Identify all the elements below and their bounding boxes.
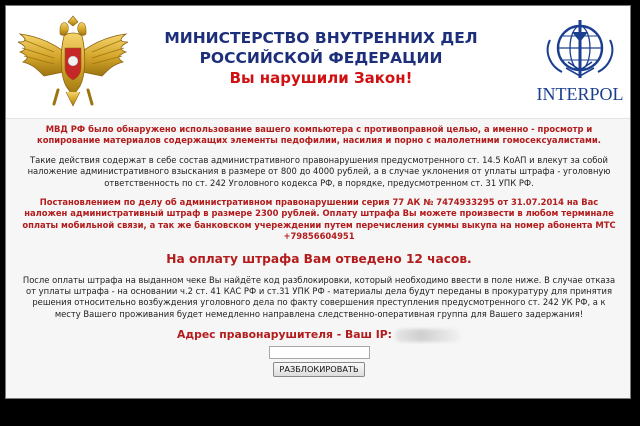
ip-address-redacted (395, 329, 461, 342)
interpol-label: INTERPOL (536, 84, 624, 104)
header-divider (6, 118, 630, 119)
ransom-window (5, 5, 631, 399)
title-block (156, 28, 486, 89)
ip-address-label: Адрес правонарушителя - Ваш IP: (177, 328, 392, 342)
fine-paragraph: Постановлением по делу об административном правонарушении серия 77 АК № 7474933295 от 31.07.2014 на Вас наложен административный штраф в размере 2300 рублей. Оплату штрафа Вы можете произвести в любом терминале оплаты мобильной связи, а так же банковском учереждении путем перечисления суммы выкупа на номер абонента МТС +79856604951 (22, 197, 616, 242)
instructions-paragraph: После оплаты штрафа на выданном чеке Вы найдёте код разблокировки, который необходимо ввести в поле ниже. В случае отказа от уплаты штрафа - на основании ч.2 ст. 41 КАС РФ и ст.31 УПК РФ - материалы дела будут переданы в прокуратуру для принятия решения относительно возбуждения уголовного дела по факту совершения преступления предусмотренного ст. 242 УК РФ, а к месту Вашего проживания будет немедленно направлена следственно-оперативная группа для Вашего задержания! (22, 274, 616, 319)
interpol-emblem-icon (534, 18, 626, 110)
legal-paragraph: Такие действия содержат в себе состав административного правонарушения предусмотренного ст. 14.5 КоАП и влекут за собой наложение административного взыскания в размере от 800 до 4000 рублей, а в случае уклонения от уплаты штрафа - уголовную ответственность по ст. 242 Уголовного кодекса РФ, в порядке, предусмотренном ст. 31 УПК РФ. (27, 154, 611, 188)
unlock-button[interactable]: РАЗБЛОКИРОВАТЬ (273, 362, 365, 377)
ministry-title-line2: РОССИЙСКОЙ ФЕДЕРАЦИИ (199, 49, 443, 67)
header (6, 6, 630, 118)
deadline-notice: На оплату штрафа Вам отведено 12 часов. (166, 251, 472, 266)
ministry-title-line1: МИНИСТЕРСТВО ВНУТРЕННИХ ДЕЛ (164, 29, 478, 47)
double-headed-eagle-emblem-icon (14, 12, 132, 110)
message-body (22, 124, 616, 377)
accusation-paragraph: МВД РФ было обнаружено использование вашего компьютера с противоправной целью, а именно - просмотр и копирование материалов содержащих элементы педофилии, насилия и порно с малолетними гомосексуалистами. (37, 124, 601, 146)
ip-address-row (22, 328, 616, 342)
violation-heading: Вы нарушили Закон! (229, 69, 413, 87)
unlock-code-input[interactable] (269, 346, 370, 359)
